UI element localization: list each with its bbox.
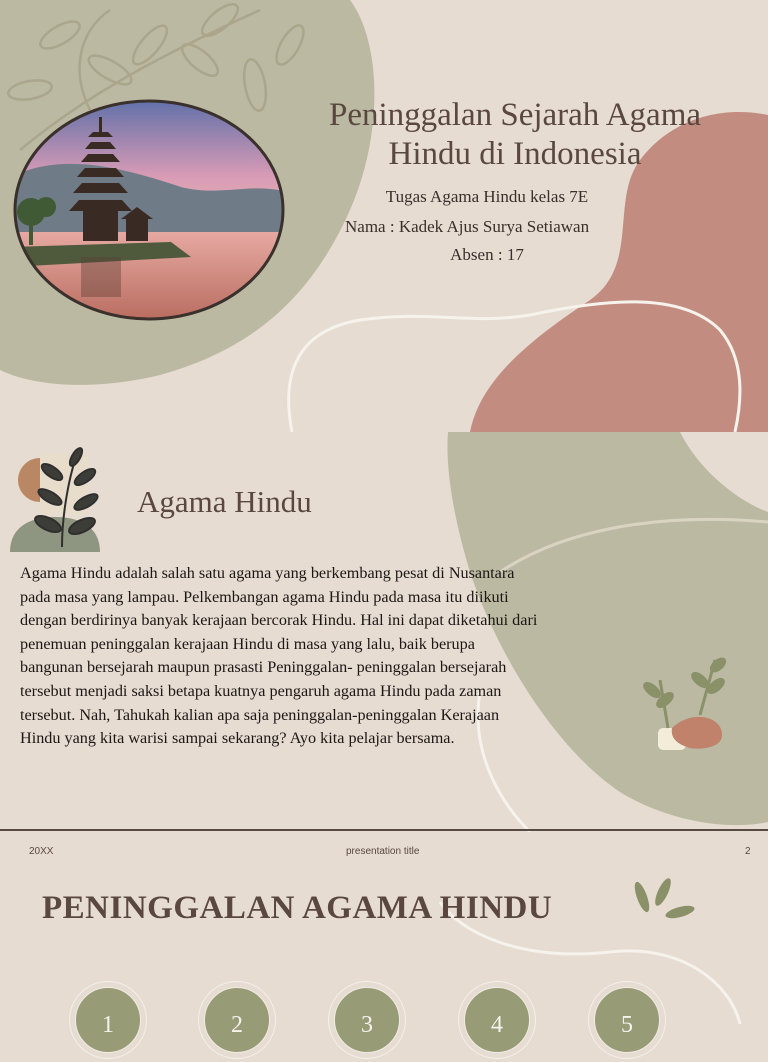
item-number-circle: 1 bbox=[75, 987, 141, 1053]
item-number-circle: 5 bbox=[594, 987, 660, 1053]
student-name: Nama : Kadek Ajus Surya Setiawan bbox=[345, 217, 590, 236]
plant-decoration-left bbox=[10, 446, 100, 552]
section-body-text: Agama Hindu adalah salah satu agama yang berkembang pesat di Nusantara pada masa yang lampau. Pelkembangan agama Hindu pada masa itu diikuti dengan berdirinya banyak kerajaan bercorak Hindu. Hal ini dapat diketahui dari penemuan peninggalan kerajaan Hindu di masa yang lalu, baik berupa bangunan bersejarah maupun prasasti Peninggalan- peninggalan bersejarah tersebut menjadi saksi betapa kuatnya pengaruh agama Hindu pada zaman tersebut. Nah, Tahukah kalian apa saja peninggalan-peninggalan Kerajaan Hindu yang kita warisi sampai sekarang? Ayo kita pelajar bersama. bbox=[20, 564, 538, 748]
list-slide-title: PENINGGALAN AGAMA HINDU bbox=[42, 890, 553, 926]
footer-year: 20XX bbox=[29, 846, 54, 857]
student-absen: Absen : 17 bbox=[450, 245, 524, 264]
section-heading: Agama Hindu bbox=[137, 484, 312, 519]
title-slide bbox=[0, 0, 768, 432]
item-number-circle: 2 bbox=[204, 987, 270, 1053]
title-line-2: Hindu di Indonesia bbox=[388, 136, 642, 172]
footer-presentation-title: presentation title bbox=[346, 846, 420, 857]
content-slide bbox=[0, 432, 768, 832]
footer-page-number: 2 bbox=[745, 846, 751, 857]
presentation-title bbox=[300, 96, 730, 174]
assignment-subtitle: Tugas Agama Hindu kelas 7E bbox=[385, 187, 589, 206]
temple-photo bbox=[11, 97, 287, 323]
list-slide bbox=[0, 832, 768, 1038]
item-number-circle: 4 bbox=[464, 987, 530, 1053]
leaf-decoration bbox=[632, 876, 696, 920]
item-number-circle: 3 bbox=[334, 987, 400, 1053]
title-line-1: Peninggalan Sejarah Agama bbox=[328, 97, 702, 133]
